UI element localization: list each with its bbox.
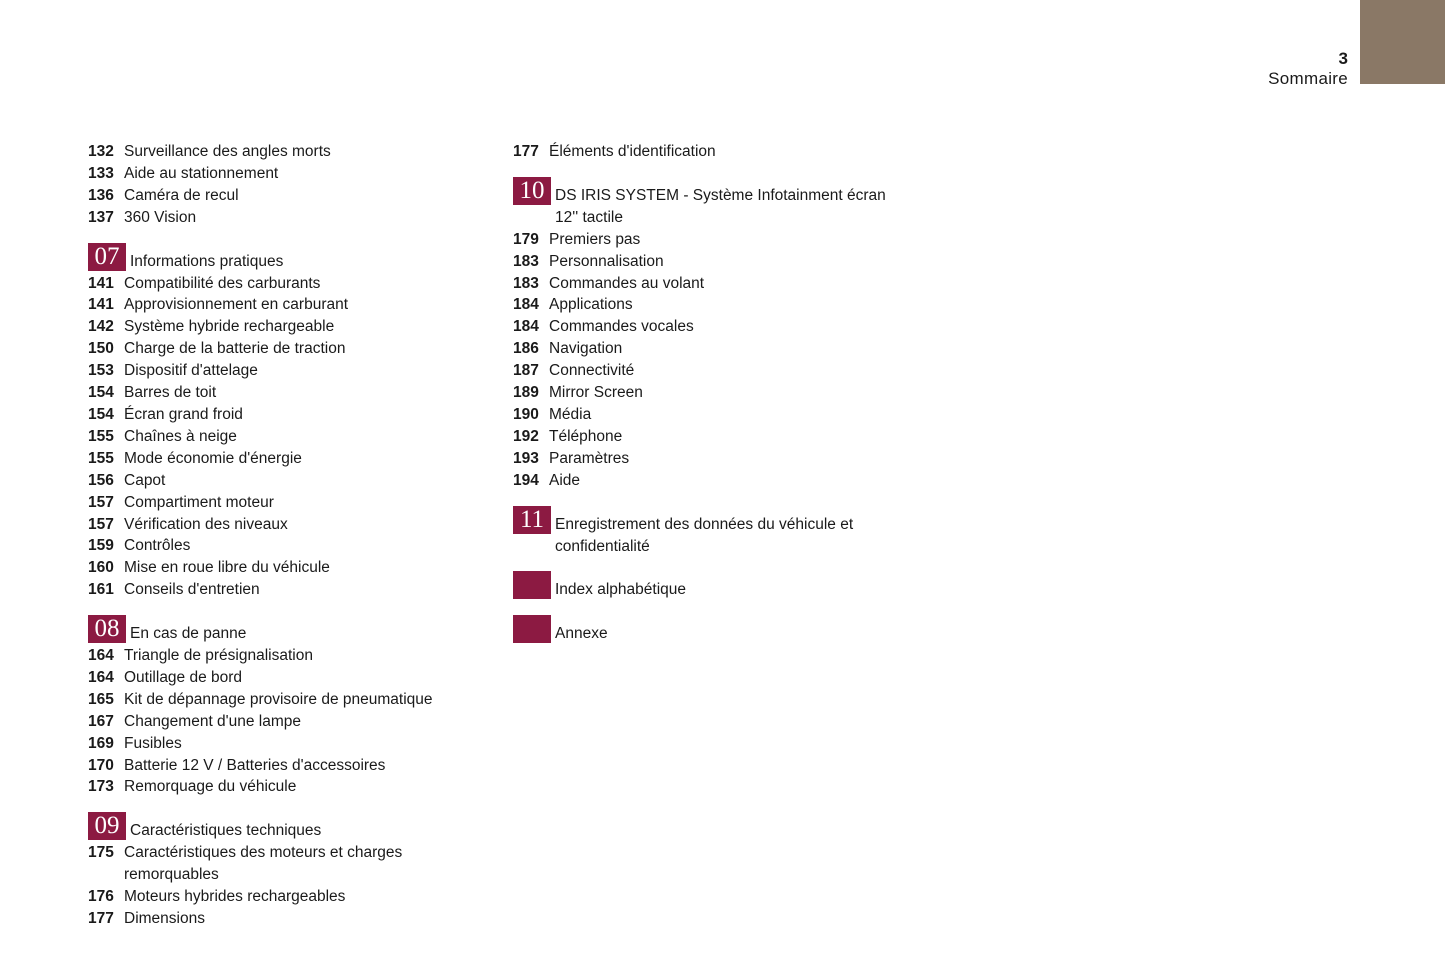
toc-entry-title: Mise en roue libre du véhicule: [124, 559, 330, 577]
toc-entry[interactable]: [88, 470, 488, 492]
toc-entry-title: Éléments d'identification: [549, 143, 716, 160]
toc-entry[interactable]: [88, 360, 488, 382]
toc-entry-title: Paramètres: [549, 449, 630, 467]
toc-entry[interactable]: [88, 776, 488, 798]
toc-entry[interactable]: [88, 667, 488, 689]
toc-entry[interactable]: [88, 886, 488, 908]
section-heading[interactable]: [513, 623, 913, 645]
toc-section-07: [88, 242, 488, 602]
toc-entry-page: 153: [88, 362, 114, 380]
toc-entry-page: 142: [88, 318, 114, 336]
toc-entry[interactable]: [88, 404, 488, 426]
toc-section-11: [513, 505, 913, 558]
toc-entry-title: Connectivité: [549, 362, 635, 380]
toc-column-right: [513, 141, 913, 645]
toc-entry[interactable]: [513, 294, 913, 316]
toc-entry-title: Compartiment moteur: [124, 493, 274, 511]
toc-entry[interactable]: [513, 338, 913, 360]
toc-entry-page: 137: [88, 208, 114, 226]
page-title: Sommaire: [1268, 69, 1348, 88]
toc-entry-title: Premiers pas: [549, 230, 641, 248]
toc-entry-title: Caractéristiques des moteurs et charges remorquables: [124, 844, 403, 884]
toc-entry[interactable]: [513, 251, 913, 273]
toc-entry-page: 184: [513, 296, 539, 314]
toc-entry-title: Remorquage du véhicule: [124, 778, 297, 796]
toc-entry-title: Kit de dépannage provisoire de pneumatique: [124, 690, 433, 708]
toc-entry-page: 164: [88, 668, 114, 686]
toc-entry[interactable]: [513, 448, 913, 470]
section-number-badge: 08: [88, 615, 126, 643]
toc-entry[interactable]: [88, 273, 488, 295]
toc-entry[interactable]: [88, 448, 488, 470]
toc-entry-page: 186: [513, 340, 539, 358]
toc-entry[interactable]: [88, 294, 488, 316]
toc-entry-title: Téléphone: [549, 427, 623, 445]
toc-entry-page: 169: [88, 734, 114, 752]
toc-entry-title: Charge de la batterie de traction: [124, 340, 346, 358]
toc-entry-page: 132: [88, 143, 114, 160]
toc-entry-title: 360 Vision: [124, 208, 197, 226]
toc-entry-page: 157: [88, 493, 114, 511]
section-heading[interactable]: [513, 505, 913, 558]
toc-entry-title: Moteurs hybrides rechargeables: [124, 888, 346, 906]
toc-entry-page: 192: [513, 427, 539, 445]
toc-entry-title: Système hybride rechargeable: [124, 318, 335, 336]
toc-entry[interactable]: [88, 689, 488, 711]
toc-entry-page: 177: [88, 910, 114, 927]
toc-entry[interactable]: [88, 338, 488, 360]
toc-entry-page: 170: [88, 756, 114, 774]
toc-entry-title: Dispositif d'attelage: [124, 362, 258, 380]
toc-section-continued: [88, 141, 488, 229]
toc-entry-page: 155: [88, 449, 114, 467]
toc-section-continued: [513, 141, 913, 163]
section-title: Enregistrement des données du véhicule et confidentialité: [555, 515, 854, 555]
toc-column-left: [88, 141, 488, 930]
section-heading[interactable]: [88, 242, 488, 273]
toc-entry-title: Capot: [124, 471, 166, 489]
toc-entry-title: Vérification des niveaux: [124, 515, 288, 533]
toc-entry-page: 177: [513, 143, 539, 160]
toc-entry[interactable]: [88, 711, 488, 733]
section-title: En cas de panne: [130, 625, 247, 643]
toc-entry-title: Approvisionnement en carburant: [124, 296, 349, 314]
toc-entry-page: 193: [513, 449, 539, 467]
section-title: Informations pratiques: [130, 252, 284, 270]
toc-entry[interactable]: [513, 141, 913, 163]
page-header: [1268, 49, 1348, 89]
toc-entry[interactable]: [513, 273, 913, 295]
toc-entry[interactable]: [513, 316, 913, 338]
toc-entry-page: 154: [88, 405, 114, 423]
section-title: DS IRIS SYSTEM - Système Infotainment écran 12'' tactile: [555, 186, 886, 226]
toc-entry[interactable]: [88, 185, 488, 207]
toc-entry-title: Triangle de présignalisation: [124, 647, 313, 665]
toc-entry-page: 165: [88, 690, 114, 708]
section-heading[interactable]: [88, 615, 488, 645]
toc-entry-page: 160: [88, 559, 114, 577]
toc-entry-page: 173: [88, 778, 114, 796]
toc-entry-page: 136: [88, 186, 114, 204]
toc-entry-page: 175: [88, 844, 114, 862]
toc-entry-page: 150: [88, 340, 114, 358]
toc-entry-title: Média: [549, 405, 592, 423]
section-heading[interactable]: [513, 176, 913, 229]
toc-entry[interactable]: [513, 229, 913, 251]
toc-entry-title: Compatibilité des carburants: [124, 274, 321, 292]
toc-entry[interactable]: [513, 360, 913, 382]
toc-entry-title: Commandes vocales: [549, 318, 694, 336]
toc-entry-page: 159: [88, 537, 114, 555]
toc-entry-title: Applications: [549, 296, 633, 314]
section-number-badge: 11: [513, 506, 551, 534]
toc-entry[interactable]: [88, 755, 488, 777]
toc-section-09: [88, 812, 488, 930]
toc-entry[interactable]: [88, 514, 488, 536]
toc-entry[interactable]: [88, 316, 488, 338]
toc-entry-title: Dimensions: [124, 910, 205, 927]
toc-entry-title: Navigation: [549, 340, 623, 358]
toc-entry-page: 194: [513, 471, 539, 489]
toc-entry-title: Surveillance des angles morts: [124, 143, 331, 160]
section-number-badge: 07: [88, 243, 126, 271]
toc-entry-title: Batterie 12 V / Batteries d'accessoires: [124, 756, 386, 774]
toc-entry[interactable]: [88, 645, 488, 667]
toc-section-index: [513, 579, 913, 601]
toc-entry[interactable]: [88, 557, 488, 579]
toc-entry-page: 183: [513, 252, 539, 270]
toc-entry-page: 161: [88, 581, 114, 599]
toc-entry[interactable]: [513, 470, 913, 492]
toc-entry-title: Contrôles: [124, 537, 191, 555]
toc-entry-title: Aide au stationnement: [124, 164, 279, 182]
toc-entry-page: 156: [88, 471, 114, 489]
toc-entry[interactable]: [88, 426, 488, 448]
toc-entry[interactable]: [88, 141, 488, 163]
toc-entry[interactable]: [88, 842, 488, 886]
toc-entry[interactable]: [88, 163, 488, 185]
toc-entry-page: 179: [513, 230, 539, 248]
toc-entry-title: Commandes au volant: [549, 274, 705, 292]
toc-entry-title: Caméra de recul: [124, 186, 239, 204]
section-title: Index alphabétique: [555, 581, 687, 599]
toc-entry[interactable]: [88, 733, 488, 755]
section-heading[interactable]: [88, 812, 488, 842]
toc-entry-page: 184: [513, 318, 539, 336]
toc-entry-page: 176: [88, 888, 114, 906]
toc-entry-title: Barres de toit: [124, 384, 217, 402]
toc-entry-title: Mirror Screen: [549, 384, 643, 402]
toc-entry-page: 141: [88, 274, 114, 292]
toc-entry-page: 183: [513, 274, 539, 292]
toc-section-annexe: [513, 623, 913, 645]
toc-entry[interactable]: [88, 579, 488, 601]
toc-entry[interactable]: [88, 382, 488, 404]
toc-section-08: [88, 615, 488, 798]
section-number-badge: 09: [88, 812, 126, 840]
toc-entry-title: Outillage de bord: [124, 668, 243, 686]
toc-entry-page: 187: [513, 362, 539, 380]
toc-entry-page: 189: [513, 384, 539, 402]
corner-tab: [1360, 0, 1445, 84]
toc-entry-page: 157: [88, 515, 114, 533]
toc-entry-title: Conseils d'entretien: [124, 581, 260, 599]
toc-entry-title: Aide: [549, 471, 581, 489]
toc-entry-page: 133: [88, 164, 114, 182]
toc-entry-page: 164: [88, 647, 114, 665]
toc-entry[interactable]: [513, 382, 913, 404]
toc-entry-title: Écran grand froid: [124, 405, 243, 423]
toc-entry[interactable]: [88, 207, 488, 229]
section-number-badge: 10: [513, 177, 551, 205]
toc-entry-page: 167: [88, 712, 114, 730]
toc-entry-page: 155: [88, 427, 114, 445]
toc-entry-title: Personnalisation: [549, 252, 664, 270]
toc-entry-title: Chaînes à neige: [124, 427, 237, 445]
toc-entry[interactable]: [513, 404, 913, 426]
toc-entry-page: 154: [88, 384, 114, 402]
toc-entry-page: 190: [513, 405, 539, 423]
toc-entry-page: 141: [88, 296, 114, 314]
toc-entry-title: Changement d'une lampe: [124, 712, 302, 730]
section-number-badge: [513, 571, 551, 599]
section-number-badge: [513, 615, 551, 643]
page-number: 3: [1338, 49, 1348, 68]
toc-entry[interactable]: [88, 492, 488, 514]
toc-entry[interactable]: [88, 908, 488, 930]
toc-entry[interactable]: [513, 426, 913, 448]
section-title: Annexe: [555, 625, 608, 643]
toc-entry-title: Fusibles: [124, 734, 182, 752]
toc-section-10: [513, 176, 913, 492]
toc-entry[interactable]: [88, 535, 488, 557]
toc-entry-title: Mode économie d'énergie: [124, 449, 302, 467]
section-heading[interactable]: [513, 579, 913, 601]
section-title: Caractéristiques techniques: [130, 822, 322, 840]
